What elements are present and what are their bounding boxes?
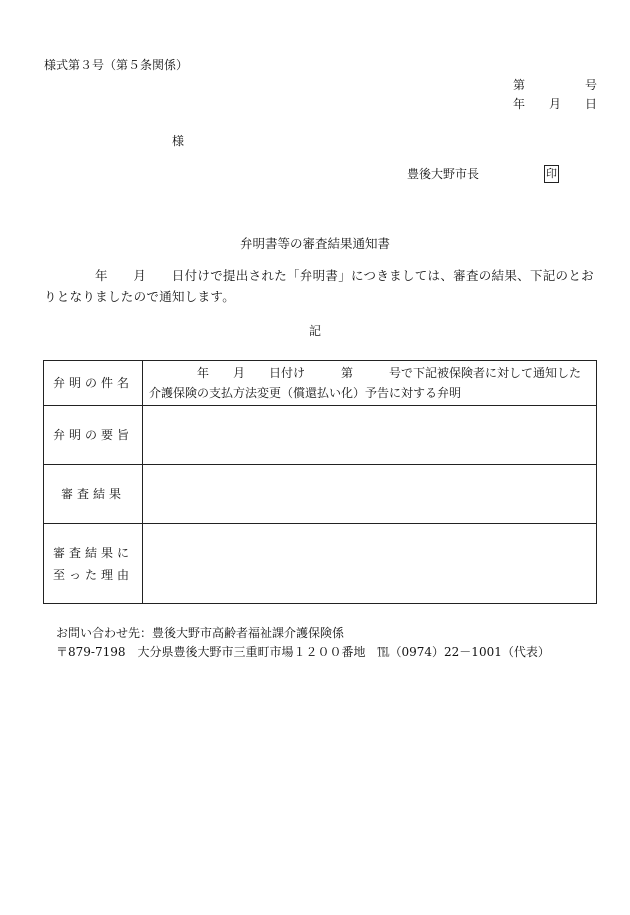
contact-info: お問い合わせ先：豊後大野市高齢者福祉課介護保険係 xyxy=(56,626,345,640)
row-label-reason xyxy=(44,524,143,604)
contact-address: 〒879-7198 大分県豊後大野市三重町市場１２００番地 ℡（0974）22－1001（代表） xyxy=(56,645,550,659)
row-value-reason xyxy=(143,524,597,604)
document-title: 弁明書等の審査結果通知書 xyxy=(239,236,390,251)
addressee-honorific: 様 xyxy=(172,134,185,148)
row-label-reason-line-1: 審査結果に xyxy=(52,545,133,560)
review-result-table xyxy=(43,360,597,604)
table-row xyxy=(44,361,597,406)
row-value-subject: 年 月 日付け 第 号で下記被保険者に対して通知した介護保険の支払方法変更（償還払い化）予告に対する弁明 xyxy=(143,361,597,406)
row-label-reason-line-2: 至った理由 xyxy=(52,567,133,582)
document-number-field: 第 号 xyxy=(513,78,598,92)
body-text-line-1: 年 月 日付けで提出された「弁明書」につきましては、審査の結果、下記のとお xyxy=(95,268,594,283)
ki-heading: 記 xyxy=(308,324,321,338)
form-number-label: 様式第３号（第５条関係） xyxy=(44,58,189,72)
row-label-result: 審査結果 xyxy=(44,465,143,524)
body-text-line-2: りとなりましたので通知します。 xyxy=(44,289,236,304)
row-label-subject: 弁明の件名 xyxy=(44,361,143,406)
row-label-summary: 弁明の要旨 xyxy=(44,406,143,465)
row-value-result xyxy=(143,465,597,524)
seal-mark: 印 xyxy=(544,165,559,183)
sender-name: 豊後大野市長 xyxy=(407,167,480,181)
table-row xyxy=(44,524,597,604)
date-field: 年 月 日 xyxy=(513,97,598,111)
table-row xyxy=(44,465,597,524)
row-value-summary xyxy=(143,406,597,465)
table-row xyxy=(44,406,597,465)
